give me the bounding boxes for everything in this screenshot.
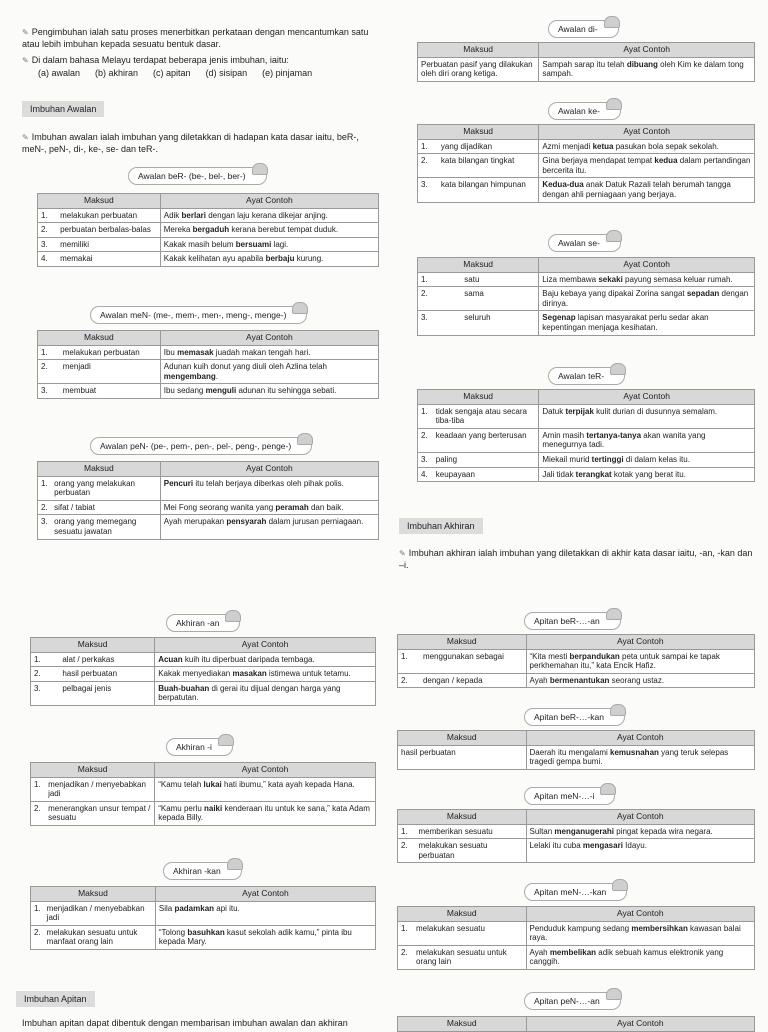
- column-header-ayat-contoh: Ayat Contoh: [539, 125, 755, 140]
- table-row: [38, 252, 379, 267]
- table-row: [418, 57, 755, 81]
- maksud-cell: melakukan sesuatu untuk manfaat orang lain: [44, 925, 156, 949]
- maksud-cell: melakukan sesuatu perbuatan: [415, 839, 526, 863]
- tab-cap-icon: [297, 433, 313, 445]
- table-row: [31, 777, 376, 801]
- pill-apitan-ber-an: Apitan beR-…-an: [524, 612, 621, 630]
- table-header-row: [31, 638, 376, 653]
- tab-cap-icon: [252, 163, 268, 175]
- maksud-cell: melakukan sesuatu: [413, 921, 526, 945]
- table-row: [31, 925, 376, 949]
- tab-cap-icon: [610, 704, 626, 716]
- ayat-contoh-cell: Mereka bergaduh kerana berebut tempat duduk.: [160, 223, 378, 238]
- row-number: 1.: [31, 652, 60, 667]
- maksud-cell: kata bilangan himpunan: [438, 178, 539, 202]
- row-number: 2.: [38, 500, 52, 515]
- pencil-icon: ✎: [22, 56, 29, 65]
- table-apitan-ber-kan: [397, 730, 755, 770]
- row-number: 1.: [398, 921, 414, 945]
- column-header-ayat-contoh: Ayat Contoh: [526, 1017, 754, 1032]
- row-number: 1.: [38, 476, 52, 500]
- ayat-contoh-cell: Datuk terpijak kulit durian di dusunnya semalam.: [539, 404, 755, 428]
- column-header-ayat-contoh: Ayat Contoh: [155, 638, 376, 653]
- table-row: [38, 345, 379, 360]
- table-row: [418, 272, 755, 287]
- ayat-contoh-cell: “Kamu perlu naiki kenderaan itu untuk ke sana,” kata Adam kepada Billy.: [155, 801, 376, 825]
- table-header-row: [418, 43, 755, 58]
- table-row: [38, 360, 379, 384]
- column-header-maksud: Maksud: [418, 43, 539, 58]
- table-row: [418, 467, 755, 482]
- tab-cap-icon: [606, 608, 622, 620]
- row-number: 2.: [38, 223, 58, 238]
- table-header-row: [38, 462, 379, 477]
- tab-cap-icon: [612, 879, 628, 891]
- column-header-ayat-contoh: Ayat Contoh: [526, 731, 754, 746]
- column-header-ayat-contoh: Ayat Contoh: [539, 390, 755, 405]
- section-heading-akhiran: Imbuhan Akhiran: [399, 518, 483, 534]
- row-number: 2.: [418, 287, 462, 311]
- table-row: [398, 824, 755, 839]
- column-header-ayat-contoh: Ayat Contoh: [526, 810, 754, 825]
- maksud-cell: kata bilangan tingkat: [438, 154, 539, 178]
- intro-paragraph-2: ✎ Di dalam bahasa Melayu terdapat beberapa jenis imbuhan, iaitu:: [22, 55, 289, 65]
- maksud-cell: paling: [433, 452, 539, 467]
- table-row: [398, 945, 755, 969]
- table-header-row: [38, 331, 379, 346]
- ayat-contoh-cell: Liza membawa sekaki payung semasa keluar rumah.: [539, 272, 755, 287]
- ayat-contoh-cell: Adik berlari dengan laju kerana dikejar anjing.: [160, 208, 378, 223]
- intro-paragraph-1: ✎ Pengimbuhan ialah satu proses menerbitkan perkataan dengan mencantumkan satu atau lebih imbuhan kepada sesuatu bentuk dasar.: [22, 27, 369, 49]
- table-row: [38, 515, 379, 539]
- ayat-contoh-cell: Ayah merupakan pensyarah dalam jurusan perniagaan.: [160, 515, 378, 539]
- maksud-cell: seluruh: [461, 311, 539, 335]
- table-apitan-men-kan: [397, 906, 755, 970]
- table-row: [418, 287, 755, 311]
- maksud-cell: sama: [461, 287, 539, 311]
- row-number: 2.: [398, 945, 414, 969]
- table-row: [398, 649, 755, 673]
- row-number: 2.: [398, 839, 416, 863]
- column-header-maksud: Maksud: [38, 462, 161, 477]
- row-number: 2.: [418, 428, 433, 452]
- row-number: 4.: [38, 252, 58, 267]
- column-header-ayat-contoh: Ayat Contoh: [160, 331, 378, 346]
- tab-cap-icon: [600, 783, 616, 795]
- table-header-row: [31, 887, 376, 902]
- section-heading-apitan: Imbuhan Apitan: [16, 991, 95, 1007]
- table-row: [31, 801, 376, 825]
- row-number: 2.: [31, 667, 60, 682]
- table-row: [31, 681, 376, 705]
- ayat-contoh-cell: Daerah itu mengalami kemusnahan yang teruk selepas tragedi gempa bumi.: [526, 745, 754, 769]
- table-header-row: [418, 258, 755, 273]
- ayat-contoh-cell: Jali tidak terangkat kotak yang berat itu.: [539, 467, 755, 482]
- maksud-cell: memakai: [57, 252, 160, 267]
- column-header-ayat-contoh: Ayat Contoh: [539, 43, 755, 58]
- row-number: 2.: [398, 673, 420, 688]
- section-heading-awalan: Imbuhan Awalan: [22, 101, 104, 117]
- ayat-contoh-cell: Kakak menyediakan masakan istimewa untuk tetamu.: [155, 667, 376, 682]
- maksud-cell: melakukan perbuatan: [60, 345, 160, 360]
- pill-awalan-ber: Awalan beR- (be-, bel-, ber-): [128, 167, 267, 185]
- table-header-row: [418, 125, 755, 140]
- table-akhiran-an: [30, 637, 376, 706]
- maksud-cell: perbuatan berbalas-balas: [57, 223, 160, 238]
- maksud-cell: menjadikan / menyebabkan jadi: [45, 777, 155, 801]
- table-row: [418, 452, 755, 467]
- ayat-contoh-cell: Miekail murid tertinggi di dalam kelas itu.: [539, 452, 755, 467]
- ayat-contoh-cell: Kakak kelihatan ayu apabila berbaju kurung.: [160, 252, 378, 267]
- row-number: 3.: [418, 452, 433, 467]
- table-header-row: [31, 763, 376, 778]
- table-row: [31, 667, 376, 682]
- tab-cap-icon: [610, 363, 626, 375]
- maksud-cell: hasil perbuatan: [398, 745, 527, 769]
- ayat-contoh-cell: Mei Fong seorang wanita yang peramah dan baik.: [160, 500, 378, 515]
- maksud-cell: membuat: [60, 384, 160, 399]
- column-header-maksud: Maksud: [38, 194, 161, 209]
- ayat-contoh-cell: Kedua-dua anak Datuk Razali telah berumah tangga dengan ahli perniagaan yang berjaya.: [539, 178, 755, 202]
- ayat-contoh-cell: Segenap lapisan masyarakat perlu sedar akan kepentingan menjaga kesihatan.: [539, 311, 755, 335]
- column-header-maksud: Maksud: [31, 887, 156, 902]
- table-awalan-ke: [417, 124, 755, 203]
- table-row: [38, 384, 379, 399]
- maksud-cell: menggunakan sebagai: [420, 649, 526, 673]
- pill-apitan-men-kan: Apitan meN-…-kan: [524, 883, 627, 901]
- tab-cap-icon: [606, 988, 622, 1000]
- table-row: [31, 901, 376, 925]
- tab-cap-icon: [292, 302, 308, 314]
- pill-apitan-pen-an: Apitan peN-…-an: [524, 992, 621, 1010]
- column-header-ayat-contoh: Ayat Contoh: [155, 887, 375, 902]
- tab-cap-icon: [225, 610, 241, 622]
- ayat-contoh-cell: Pencuri itu telah berjaya diberkas oleh pihak polis.: [160, 476, 378, 500]
- maksud-cell: melakukan sesuatu untuk orang lain: [413, 945, 526, 969]
- ayat-contoh-cell: Penduduk kampung sedang membersihkan kawasan balai raya.: [526, 921, 755, 945]
- table-header-row: [418, 390, 755, 405]
- table-row: [38, 208, 379, 223]
- pill-apitan-ber-kan: Apitan beR-…-kan: [524, 708, 625, 726]
- pill-awalan-ke: Awalan ke-: [548, 102, 621, 120]
- ayat-contoh-cell: Adunan kuih donut yang diuli oleh Azlina telah mengembang.: [160, 360, 378, 384]
- column-header-ayat-contoh: Ayat Contoh: [526, 907, 755, 922]
- ayat-contoh-cell: Ibu memasak juadah makan tengah hari.: [160, 345, 378, 360]
- maksud-cell: Perbuatan pasif yang dilakukan oleh diri orang ketiga.: [418, 57, 539, 81]
- ayat-contoh-cell: Ayah membelikan adik sebuah kamus elektronik yang canggih.: [526, 945, 755, 969]
- column-header-maksud: Maksud: [398, 907, 527, 922]
- table-header-row: [398, 731, 755, 746]
- maksud-cell: melakukan perbuatan: [57, 208, 160, 223]
- column-header-maksud: Maksud: [398, 731, 527, 746]
- table-row: [418, 428, 755, 452]
- ayat-contoh-cell: Ibu sedang menguli adunan itu sehingga sebati.: [160, 384, 378, 399]
- maksud-cell: yang dijadikan: [438, 139, 539, 154]
- maksud-cell: dengan / kepada: [420, 673, 526, 688]
- row-number: 3.: [418, 178, 438, 202]
- table-awalan-ber: [37, 193, 379, 267]
- row-number: 3.: [38, 384, 60, 399]
- ayat-contoh-cell: Ayah bermenantukan seorang ustaz.: [526, 673, 754, 688]
- ayat-contoh-cell: Gina berjaya mendapat tempat kedua dalam pertandingan bercerita itu.: [539, 154, 755, 178]
- column-header-maksud: Maksud: [31, 638, 155, 653]
- column-header-ayat-contoh: Ayat Contoh: [155, 763, 376, 778]
- pill-akhiran-i: Akhiran -i: [166, 738, 233, 756]
- table-row: [418, 139, 755, 154]
- pill-akhiran-an: Akhiran -an: [166, 614, 240, 632]
- maksud-cell: alat / perkakas: [59, 652, 154, 667]
- tab-cap-icon: [606, 230, 622, 242]
- pill-awalan-di: Awalan di-: [548, 20, 619, 38]
- row-number: 2.: [38, 360, 60, 384]
- table-row: [418, 178, 755, 202]
- table-header-row: [398, 907, 755, 922]
- column-header-maksud: Maksud: [418, 258, 539, 273]
- table-row: [31, 652, 376, 667]
- table-row: [418, 311, 755, 335]
- row-number: 1.: [418, 139, 438, 154]
- ayat-contoh-cell: Sampah sarap itu telah dibuang oleh Kim ke dalam tong sampah.: [539, 57, 755, 81]
- maksud-cell: orang yang melakukan perbuatan: [51, 476, 160, 500]
- table-awalan-di: [417, 42, 755, 82]
- row-number: 4.: [418, 467, 433, 482]
- row-number: 2.: [31, 801, 46, 825]
- column-header-ayat-contoh: Ayat Contoh: [539, 258, 755, 273]
- row-number: 1.: [418, 272, 462, 287]
- table-row: [398, 921, 755, 945]
- column-header-ayat-contoh: Ayat Contoh: [526, 635, 754, 650]
- table-row: [38, 476, 379, 500]
- tab-cap-icon: [606, 98, 622, 110]
- table-row: [38, 237, 379, 252]
- maksud-cell: menerangkan unsur tempat / sesuatu: [45, 801, 155, 825]
- maksud-cell: orang yang memegang sesuatu jawatan: [51, 515, 160, 539]
- ayat-contoh-cell: Kakak masih belum bersuami lagi.: [160, 237, 378, 252]
- ayat-contoh-cell: Acuan kuih itu diperbuat daripada tembaga.: [155, 652, 376, 667]
- pill-awalan-ter: Awalan teR-: [548, 367, 625, 385]
- ayat-contoh-cell: “Kamu telah lukai hati ibumu,” kata ayah kepada Hana.: [155, 777, 376, 801]
- table-row: [38, 500, 379, 515]
- table-akhiran-i: [30, 762, 376, 826]
- column-header-maksud: Maksud: [398, 1017, 527, 1032]
- row-number: 3.: [31, 681, 60, 705]
- tab-cap-icon: [604, 16, 620, 28]
- pill-akhiran-kan: Akhiran -kan: [163, 862, 242, 880]
- row-number: 2.: [418, 154, 438, 178]
- row-number: 1.: [38, 208, 58, 223]
- table-row: [398, 839, 755, 863]
- maksud-cell: pelbagai jenis: [59, 681, 154, 705]
- maksud-cell: sifat / tabiat: [51, 500, 160, 515]
- row-number: 1.: [398, 649, 420, 673]
- pencil-icon: ✎: [22, 133, 29, 142]
- maksud-cell: memberikan sesuatu: [415, 824, 526, 839]
- ayat-contoh-cell: “Tolong basuhkan kasut sekolah adik kamu,” pinta ibu kepada Mary.: [155, 925, 375, 949]
- maksud-cell: satu: [461, 272, 539, 287]
- ayat-contoh-cell: Sultan menganugerahi pingat kepada wira negara.: [526, 824, 754, 839]
- pill-awalan-pen: Awalan peN- (pe-, pem-, pen-, pel-, peng-, penge-): [90, 437, 312, 455]
- ayat-contoh-cell: Sila padamkan api itu.: [155, 901, 375, 925]
- column-header-maksud: Maksud: [398, 810, 527, 825]
- table-awalan-ter: [417, 389, 755, 482]
- column-header-ayat-contoh: Ayat Contoh: [160, 462, 378, 477]
- table-header-row: [38, 194, 379, 209]
- table-row: [398, 745, 755, 769]
- row-number: 1.: [418, 404, 433, 428]
- maksud-cell: keupayaan: [433, 467, 539, 482]
- apitan-description: Imbuhan apitan dapat dibentuk dengan membarisan imbuhan awalan dan akhiran: [22, 1018, 348, 1028]
- awalan-description: ✎ Imbuhan awalan ialah imbuhan yang diletakkan di hadapan kata dasar iaitu, beR-, meN-, peN-, di-, ke-, se- dan teR-.: [22, 132, 359, 154]
- table-header-row: [398, 635, 755, 650]
- ayat-contoh-cell: “Kita mesti berpandukan peta untuk sampai ke tapak perkhemahan itu,” kata Encik Hafiz.: [526, 649, 754, 673]
- ayat-contoh-cell: Buah-buahan di gerai itu dijual dengan harga yang berpatutan.: [155, 681, 376, 705]
- row-number: 3.: [38, 515, 52, 539]
- maksud-cell: menjadi: [60, 360, 160, 384]
- table-apitan-men-i: [397, 809, 755, 863]
- maksud-cell: keadaan yang berterusan: [433, 428, 539, 452]
- column-header-maksud: Maksud: [38, 331, 161, 346]
- row-number: 1.: [398, 824, 416, 839]
- table-row: [418, 154, 755, 178]
- pencil-icon: ✎: [22, 28, 29, 37]
- column-header-maksud: Maksud: [418, 125, 539, 140]
- table-header-row: [398, 810, 755, 825]
- row-number: 1.: [38, 345, 60, 360]
- pill-awalan-se: Awalan se-: [548, 234, 621, 252]
- table-awalan-se: [417, 257, 755, 336]
- table-row: [38, 223, 379, 238]
- row-number: 2.: [31, 925, 44, 949]
- column-header-maksud: Maksud: [398, 635, 527, 650]
- pill-awalan-men: Awalan meN- (me-, mem-, men-, meng-, menge-): [90, 306, 307, 324]
- row-number: 3.: [418, 311, 462, 335]
- table-apitan-ber-an: [397, 634, 755, 688]
- column-header-maksud: Maksud: [31, 763, 155, 778]
- column-header-maksud: Maksud: [418, 390, 539, 405]
- imbuhan-types-list: (a) awalan (b) akhiran (c) apitan (d) sisipan (e) pinjaman: [38, 68, 313, 78]
- maksud-cell: memiliki: [57, 237, 160, 252]
- maksud-cell: hasil perbuatan: [59, 667, 154, 682]
- pencil-icon: ✎: [399, 549, 406, 558]
- table-awalan-men: [37, 330, 379, 399]
- row-number: 3.: [38, 237, 58, 252]
- tab-cap-icon: [227, 858, 243, 870]
- row-number: 1.: [31, 901, 44, 925]
- akhiran-description: ✎ Imbuhan akhiran ialah imbuhan yang diletakkan di akhir kata dasar iaitu, -an, -kan dan –i.: [399, 548, 753, 570]
- ayat-contoh-cell: Baju kebaya yang dipakai Zorina sangat sepadan dengan dirinya.: [539, 287, 755, 311]
- maksud-cell: tidak sengaja atau secara tiba-tiba: [433, 404, 539, 428]
- row-number: 1.: [31, 777, 46, 801]
- pill-apitan-men-i: Apitan meN-…-i: [524, 787, 615, 805]
- table-awalan-pen: [37, 461, 379, 540]
- ayat-contoh-cell: Lelaki itu cuba mengasari Idayu.: [526, 839, 754, 863]
- tab-cap-icon: [218, 734, 234, 746]
- maksud-cell: menjadikan / menyebabkan jadi: [44, 901, 156, 925]
- table-akhiran-kan: [30, 886, 376, 950]
- column-header-ayat-contoh: Ayat Contoh: [160, 194, 378, 209]
- table-row: [398, 673, 755, 688]
- table-row: [418, 404, 755, 428]
- ayat-contoh-cell: Azmi menjadi ketua pasukan bola sepak sekolah.: [539, 139, 755, 154]
- ayat-contoh-cell: Amin masih tertanya-tanya akan wanita yang menegurnya tadi.: [539, 428, 755, 452]
